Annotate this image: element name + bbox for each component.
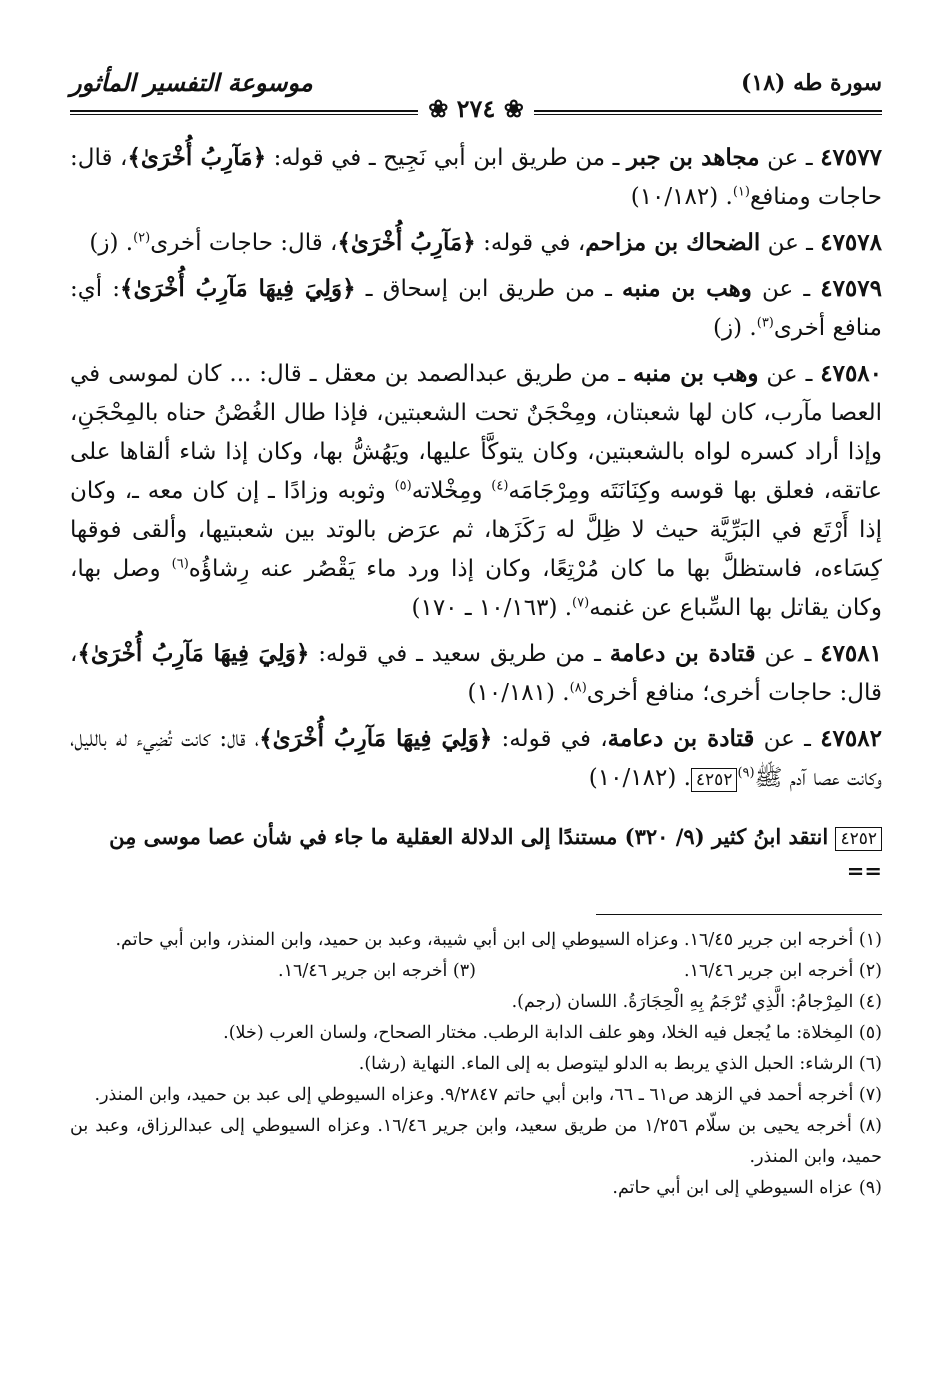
entry-number: ٤٧٥٨٢ [820, 725, 882, 752]
entry-number: ٤٧٥٧٧ [820, 144, 882, 171]
entry-text: ، في قوله: [492, 726, 608, 752]
entry-text: : أي: منافع أخرى [70, 276, 882, 341]
footnote-ref[interactable]: (٤) [491, 478, 509, 494]
entry-text: ـ من طريق عبدالصمد بن معقل ـ قال: ... كان لموسى في العصا مآرب، كان لها شعبتان، ومِحْجَنٌ تحت الشعبتين، فإذا طال الغُصْنُ حناه بالمِحْجَنِ، وإذا أراد كسره لواه بالشعبتين، وكان يتوكَّأ عليها، ويَهُشُّ بها، وكان إذا شاء ألقاها على عاتقه، فعلق بها قوسه وكِنَانَتَه ومِرْجَامَه [70, 361, 883, 504]
volume-reference: . (١٠/١٦٣ ـ ١٧٠) [411, 595, 573, 621]
entry-text: ، قال: حاجات أخرى [150, 230, 338, 256]
footnote-ref[interactable]: (٨) [569, 680, 587, 696]
entry-text: وثوبه وزادًا ـ إن كان معه ـ، وكان إذا أَرْتَع في البَرِّيَّة حيث لا ظِلَّ له رَكَزَها، ثم عرَض بالوتد بين شعبتيها، وألقى فوقها كِسَاءه، فاستظلَّ بها ما كان مُرْتِعًا، وكان إذا ورد ماء يَقْصُر عنه رِشاؤُه [70, 478, 882, 582]
entry-47579 [70, 269, 882, 348]
entry-text: ، قال: حاجات أخرى؛ منافع أخرى [70, 641, 882, 706]
surah-title: سورة طه (١٨) [740, 70, 882, 96]
entry-text: ـ عن [755, 641, 821, 667]
footnote-7: (٧) أخرجه أحمد في الزهد ص٦١ ـ ٦٦، وابن أبي حاتم ٩/٢٨٤٧. وعزاه السيوطي إلى عبد بن حميد، وابن المنذر. [94, 1085, 882, 1105]
commentary-note [70, 820, 882, 888]
volume-reference: . (ز) [89, 230, 134, 256]
volume-reference: . (١٠/١٨٢) [630, 184, 733, 210]
footnotes [70, 925, 882, 1204]
volume-reference: . (ز) [713, 315, 757, 341]
entry-number: ٤٧٥٧٩ [820, 275, 882, 302]
footnote-1: (١) أخرجه ابن جرير ١٦/٤٥. وعزاه السيوطي إلى ابن أبي شيبة، وعبد بن حميد، وابن المنذر، وابن أبي حاتم. [115, 930, 882, 950]
entry-text: ، قال: حاجات ومنافع [70, 145, 882, 210]
narrator-name: وهب بن منبه [622, 275, 752, 302]
entry-text: وصل بها، وكان يقاتل بها السِّباع عن غنمه [70, 556, 882, 621]
quran-quote: ﴿مَآرِبُ أُخْرَىٰ﴾ [337, 229, 476, 256]
narrator-name: وهب بن منبه [632, 360, 759, 387]
footnote-8: (٨) أخرجه يحيى بن سلّام ١/٢٥٦ من طريق سعيد، وابن جرير ١٦/٤٦. وعزاه السيوطي إلى عبدالرزاق، وعبد بن حميد، وابن المنذر. [70, 1116, 882, 1167]
footnote-ref[interactable]: (٢) [133, 230, 151, 246]
quran-quote: ﴿وَلِيَ فِيهَا مَآرِبُ أُخْرَىٰ﴾ [120, 275, 356, 302]
entry-text: ـ عن [760, 230, 821, 256]
entry-number: ٤٧٥٨٠ [820, 360, 883, 387]
commentary-text: انتقد ابنُ كثير (٩/ ٣٢٠) مستندًا إلى الدلالة العقلية ما جاء في شأن عصا موسى مِن == [109, 824, 882, 883]
entry-47580 [70, 354, 882, 628]
footnote-ref[interactable]: (٧) [572, 595, 590, 611]
page-number-row [70, 94, 882, 138]
quran-quote: ﴿مَآرِبُ أُخْرَىٰ﴾ [127, 144, 267, 171]
narrator-name: قتادة بن دعامة [607, 725, 755, 752]
footnote-ref[interactable]: (٥) [394, 478, 412, 494]
footnote-row-2-3 [70, 956, 882, 987]
entry-text: ـ عن [758, 361, 821, 387]
footnote-2: (٢) أخرجه ابن جرير ١٦/٤٦. [684, 961, 882, 981]
footnote-4: (٤) المِرْجامُ: الَّذِي تُرْجَمُ بِهِ الْحِجَارَةُ. اللسان (رجم). [511, 992, 882, 1012]
narrator-name: قتادة بن دعامة [609, 640, 756, 667]
entry-text: ـ من طريق سعيد ـ في قوله: [309, 641, 610, 667]
commentary-ref-box[interactable]: ٤٢٥٢ [691, 768, 738, 792]
volume-reference: . (١٠/١٨٢) [588, 765, 691, 791]
entry-text: ، قال: كانت تُضِيء له بالليل، وكانت عصا آدم ﷺ [70, 726, 882, 791]
quran-quote: ﴿وَلِيَ فِيهَا مَآرِبُ أُخْرَىٰ﴾ [259, 725, 493, 752]
footnote-ref[interactable]: (٩) [737, 765, 755, 781]
entries [70, 138, 882, 798]
commentary-box: ٤٢٥٢ [835, 827, 882, 851]
entry-text: ـ عن [759, 145, 821, 171]
footnote-9: (٩) عزاه السيوطي إلى ابن أبي حاتم. [612, 1178, 882, 1198]
entry-text: ومِخْلاته [411, 478, 492, 504]
entry-number: ٤٧٥٨١ [820, 640, 882, 667]
entry-text: ـ عن [754, 726, 821, 752]
entry-number: ٤٧٥٧٨ [820, 229, 882, 256]
ornament-icon: ❀ [428, 94, 449, 123]
footnote-ref[interactable]: (١) [732, 184, 750, 200]
footnote-ref[interactable]: (٣) [756, 315, 774, 331]
page-number: ٢٧٤ [456, 94, 496, 123]
entry-text: ـ عن [751, 276, 821, 302]
narrator-name: مجاهد بن جبر [626, 144, 760, 171]
entry-47577 [70, 138, 882, 217]
footnote-separator [596, 914, 882, 915]
entry-47578 [70, 223, 882, 263]
entry-text: ـ من طريق ابن إسحاق ـ [355, 276, 622, 302]
entry-text: ـ من طريق ابن أبي نَجِيح ـ في قوله: [266, 145, 627, 171]
footnote-6: (٦) الرشاء: الحبل الذي يربط به الدلو ليتوصل به إلى الماء. النهاية (رشا). [358, 1054, 882, 1074]
ornament-icon: ❀ [503, 94, 524, 123]
footnote-3: (٣) أخرجه ابن جرير ١٦/٤٦. [278, 961, 476, 981]
entry-text: ، في قوله: [475, 230, 586, 256]
entry-47582 [70, 719, 882, 798]
document-page [70, 60, 882, 1204]
narrator-name: الضحاك بن مزاحم [585, 229, 761, 256]
footnote-ref[interactable]: (٦) [171, 556, 189, 572]
footnote-5: (٥) المِخلاة: ما يُجعل فيه الخلا، وهو علف الدابة الرطب. مختار الصحاح، ولسان العرب (خلا). [223, 1023, 882, 1043]
quran-quote: ﴿وَلِيَ فِيهَا مَآرِبُ أُخْرَىٰ﴾ [77, 640, 310, 667]
volume-reference: . (١٠/١٨١) [467, 680, 570, 706]
entry-47581 [70, 634, 882, 713]
book-title: موسوعة التفسير المأثور [70, 68, 313, 97]
